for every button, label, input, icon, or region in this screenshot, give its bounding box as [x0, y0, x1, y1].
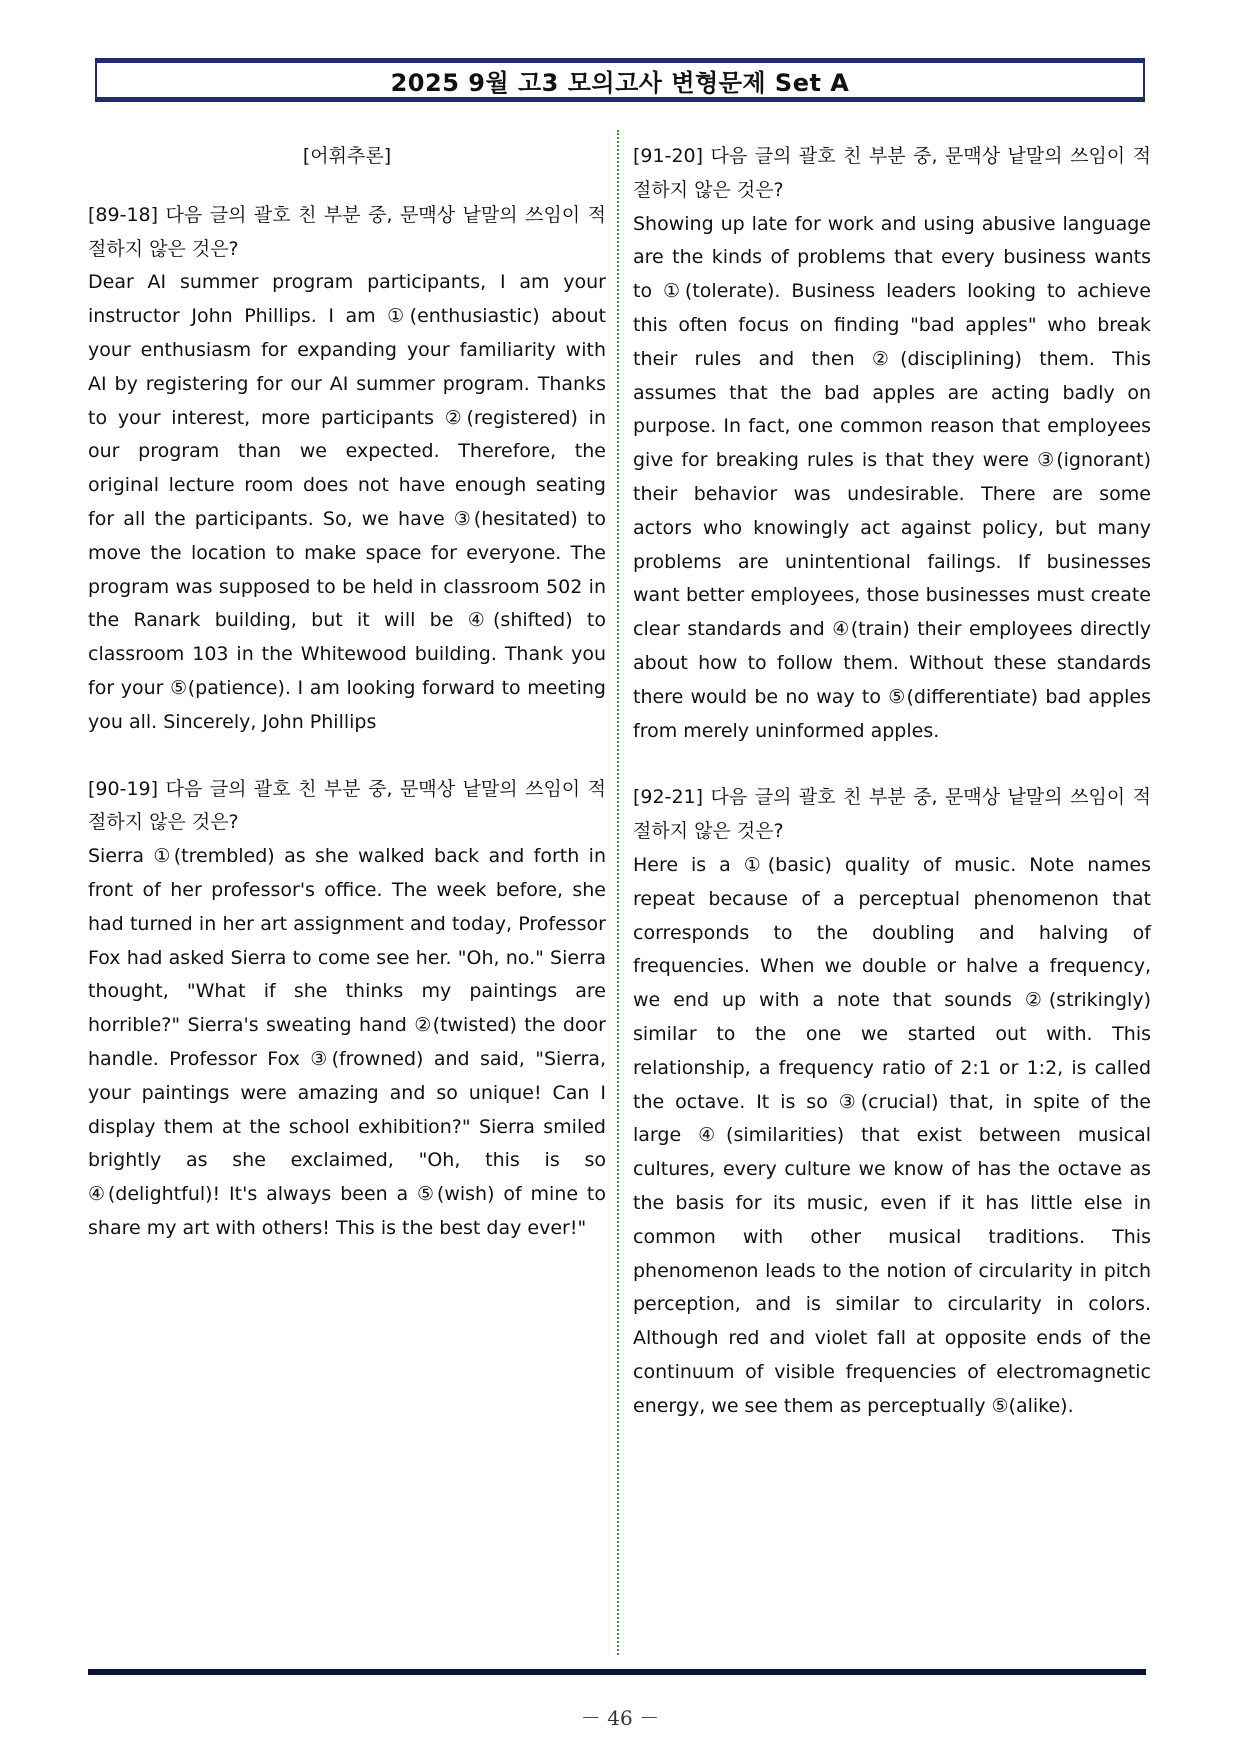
page-number: － 46 － — [580, 1706, 660, 1730]
question-prompt: [89-18] 다음 글의 괄호 친 부분 중, 문맥상 낱말의 쓰임이 적절하지 않은 것은? — [88, 203, 606, 260]
page-header — [95, 58, 1145, 102]
question-92 — [633, 781, 1151, 1423]
section-label: [어휘추론] — [302, 145, 392, 167]
section-label-block — [88, 140, 606, 174]
question-91 — [633, 140, 1151, 748]
right-column — [633, 140, 1151, 1456]
left-column — [88, 140, 606, 1279]
page-title: 2025 9월 고3 모의고사 변형문제 Set A — [390, 68, 850, 97]
question-90 — [88, 773, 606, 1246]
question-prompt: [92-21] 다음 글의 괄호 친 부분 중, 문맥상 낱말의 쓰임이 적절하지 않은 것은? — [633, 786, 1151, 843]
column-divider — [617, 130, 619, 1655]
question-prompt: [91-20] 다음 글의 괄호 친 부분 중, 문맥상 낱말의 쓰임이 적절하지 않은 것은? — [633, 145, 1151, 201]
footer-rule — [88, 1669, 1146, 1675]
question-prompt: [90-19] 다음 글의 괄호 친 부분 중, 문맥상 낱말의 쓰임이 적절하지 않은 것은? — [88, 777, 606, 834]
question-passage: Showing up late for work and using abusive language are the kinds of problems that every business wants to ①(tolerate). Business leaders looking to achieve this often focus on finding "bad apples" who break their rules and then ②(disciplining) them. This assumes that the bad apples are acting badly on purpose. In fact, one common reason that employees give for breaking rules is that they were ③(ignorant) their behavior was undesirable. There are some actors who knowingly act against policy, but many problems are unintentional failings. If businesses want better employees, those businesses must create clear standards and ④(train) their employees directly about how to follow them. Without these standards there would be no way to ⑤(differentiate) bad apples from merely uninformed apples. — [633, 212, 1151, 742]
question-89 — [88, 199, 606, 740]
question-passage: Sierra ①(trembled) as she walked back and forth in front of her professor's office. The week before, she had turned in her art assignment and today, Professor Fox had asked Sierra to come see her. "Oh, no." Sierra thought, "What if she thinks my paintings are horrible?" Sierra's sweating hand ②(twisted) the door handle. Professor Fox ③(frowned) and said, "Sierra, your paintings were amazing and so unique! Can I display them at the school exhibition?" Sierra smiled brightly as she exclaimed, "Oh, this is so ④(delightful)! It's always been a ⑤(wish) of mine to share my art with others! This is the best day ever!" — [88, 845, 606, 1239]
question-passage: Dear AI summer program participants, I am your instructor John Phillips. I am ①(enthusiastic) about your enthusiasm for expanding your familiarity with AI by registering for our AI summer program. Thanks to your interest, more participants ②(registered) in our program than we expected. Therefore, the original lecture room does not have enough seating for all the participants. So, we have ③(hesitated) to move the location to make space for everyone. The program was supposed to be held in classroom 502 in the Ranark building, but it will be ④(shifted) to classroom 103 in the Whitewood building. Thank you for your ⑤(patience). I am looking forward to meeting you all. Sincerely, John Phillips — [88, 271, 606, 733]
question-passage: Here is a ①(basic) quality of music. Note names repeat because of a perceptual phenomenon that corresponds to the doubling and halving of frequencies. When we double or halve a frequency, we end up with a note that sounds ②(strikingly) similar to the one we started out with. This relationship, a frequency ratio of 2:1 or 1:2, is called the octave. It is so ③(crucial) that, in spite of the large ④(similarities) that exist between musical cultures, every culture we know of has the octave as the basis for its music, even if it has little else in common with other musical traditions. This phenomenon leads to the notion of circularity in pitch perception, and is similar to circularity in colors. Although red and violet fall at opposite ends of the continuum of visible frequencies of electromagnetic energy, we see them as perceptually ⑤(alike). — [633, 853, 1151, 1417]
